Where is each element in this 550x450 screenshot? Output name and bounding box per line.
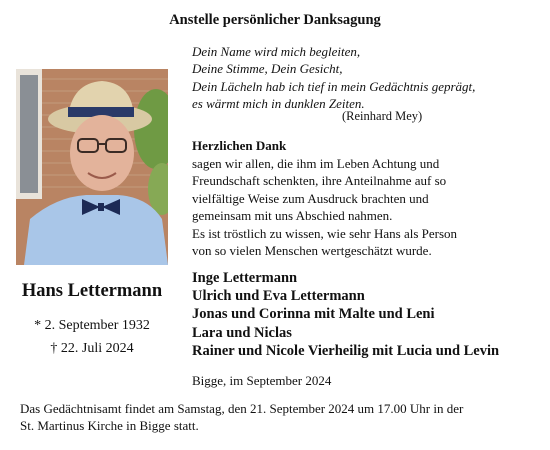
mourner-entry: Jonas und Corinna mit Malte und Leni [192,306,435,323]
death-date: † 22. Juli 2024 [50,341,134,356]
mourners-list [192,269,499,360]
mourner-entry: Inge Lettermann [192,270,298,286]
memorial-service-note [20,400,463,435]
poem-line: es wärmt mich in dunklen Zeiten. [192,96,365,112]
birth-date: * 2. September 1932 [34,318,150,333]
memorial-line: St. Martinus Kirche in Bigge statt. [20,418,199,434]
mourner-entry: Rainer und Nicole Vierheilig mit Lucia und Levin [192,342,500,359]
thanks-line: Freundschaft schenkten, ihre Anteilnahme auf so [192,173,447,189]
poem-line: Dein Lächeln hab ich tief in mein Gedächtnis geprägt, [192,78,476,94]
thanks-line: Es ist tröstlich zu wissen, wie sehr Hans als Person [192,225,458,241]
portrait-photo [16,69,168,265]
poem-line: Dein Name wird mich begleiten, [192,44,361,59]
place-and-date: Bigge, im September 2024 [192,373,332,388]
poem-line: Deine Stimme, Dein Gesicht, [192,61,343,77]
poem [192,43,475,113]
notice-heading: Anstelle persönlicher Danksagung [169,12,381,28]
memorial-line: Das Gedächtnisamt findet am Samstag, den 21. September 2024 um 17.00 Uhr in der [20,401,464,416]
thanks-text [192,155,457,259]
mourner-entry: Lara und Niclas [192,324,292,341]
thanks-line: vielfältige Weise zum Ausdruck brachten und [192,190,429,206]
mourner-entry: Ulrich und Eva Lettermann [192,288,365,305]
thanks-line: von so vielen Menschen wertgeschätzt wurde. [192,243,432,259]
deceased-name: Hans Lettermann [21,281,163,301]
thanks-title: Herzlichen Dank [192,138,287,153]
thanks-line: sagen wir allen, die ihm im Leben Achtung und [192,156,440,171]
poem-author: (Reinhard Mey) [342,109,423,123]
thanks-line: gemeinsam mit uns Abschied nahmen. [192,208,393,224]
